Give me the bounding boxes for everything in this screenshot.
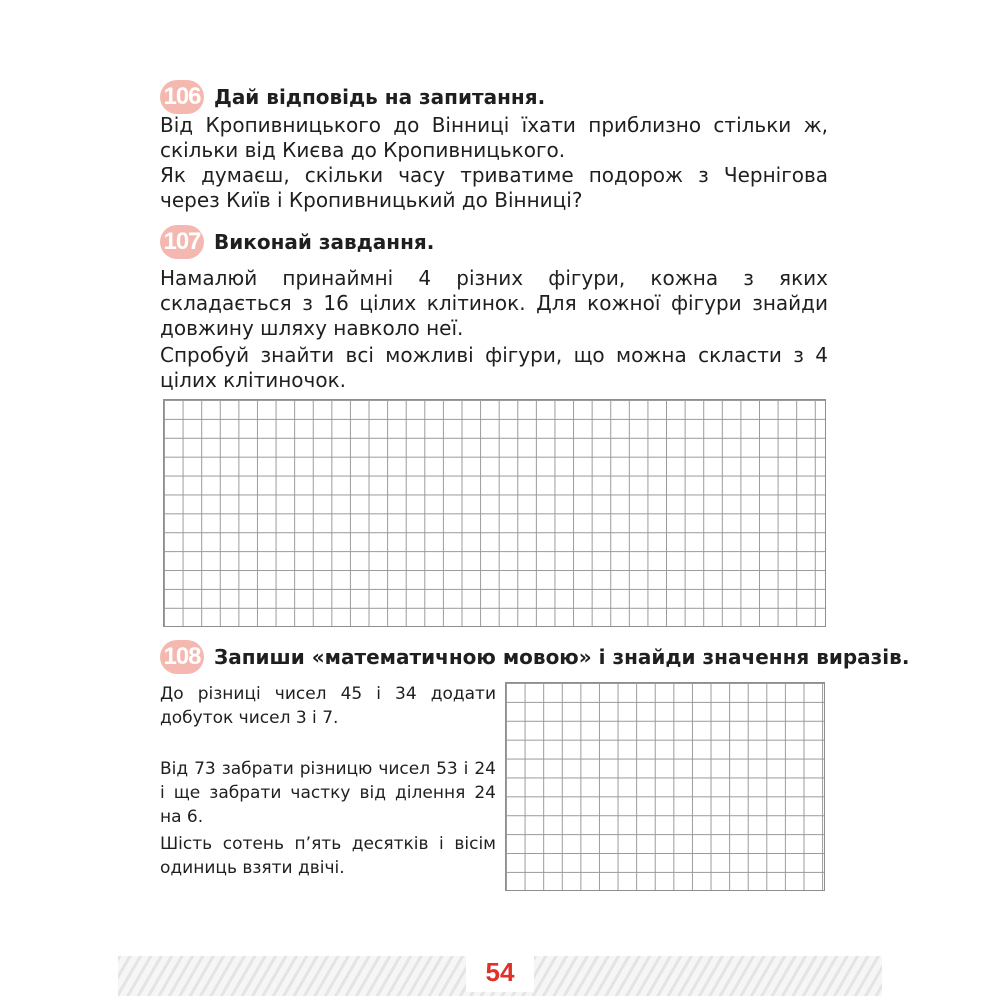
answer-grid[interactable]: [505, 682, 825, 891]
task-107-paragraph-2: Спробуй знайти всі можливі фігури, що можна скласти з 4 цілих клітиночок.: [160, 343, 828, 392]
task-number-badge: 108: [160, 640, 204, 674]
task-108-item-3: Шість сотень п’ять десятків і вісім одиниць взяти двічі.: [160, 834, 496, 878]
task-number-badge: 107: [160, 225, 204, 259]
task-number-badge: 106: [160, 80, 204, 114]
task-106-paragraph-2: Як думаєш, скільки часу триватиме подорож з Чернігова через Київ і Кропивницький до Вінниці?: [160, 163, 828, 212]
page-number: 54: [466, 952, 534, 992]
task-107-header: [160, 225, 434, 259]
task-106-header: [160, 80, 545, 114]
task-107-paragraph-1: Намалюй принаймні 4 різних фігури, кожна з яких складається з 16 цілих клітинок. Для кожної фігури знайди довжину шляху навколо неї.: [160, 266, 828, 340]
drawing-grid-large[interactable]: [163, 399, 826, 627]
task-108-item-1: До різниці чисел 45 і 34 додати добуток чисел 3 і 7.: [160, 684, 496, 728]
task-title: Запиши «математичною мовою» і знайди значення виразів.: [214, 645, 910, 669]
task-108-header: [160, 640, 909, 674]
task-title: Виконай завдання.: [214, 230, 435, 254]
task-106-paragraph-1: Від Кропивницького до Вінниці їхати приблизно стільки ж, скільки від Києва до Кропивницького.: [160, 113, 828, 162]
task-title: Дай відповідь на запитання.: [214, 85, 546, 109]
task-108-item-2: Від 73 забрати різницю чисел 53 і 24 і ще забрати частку від ділення 24 на 6.: [160, 759, 496, 827]
